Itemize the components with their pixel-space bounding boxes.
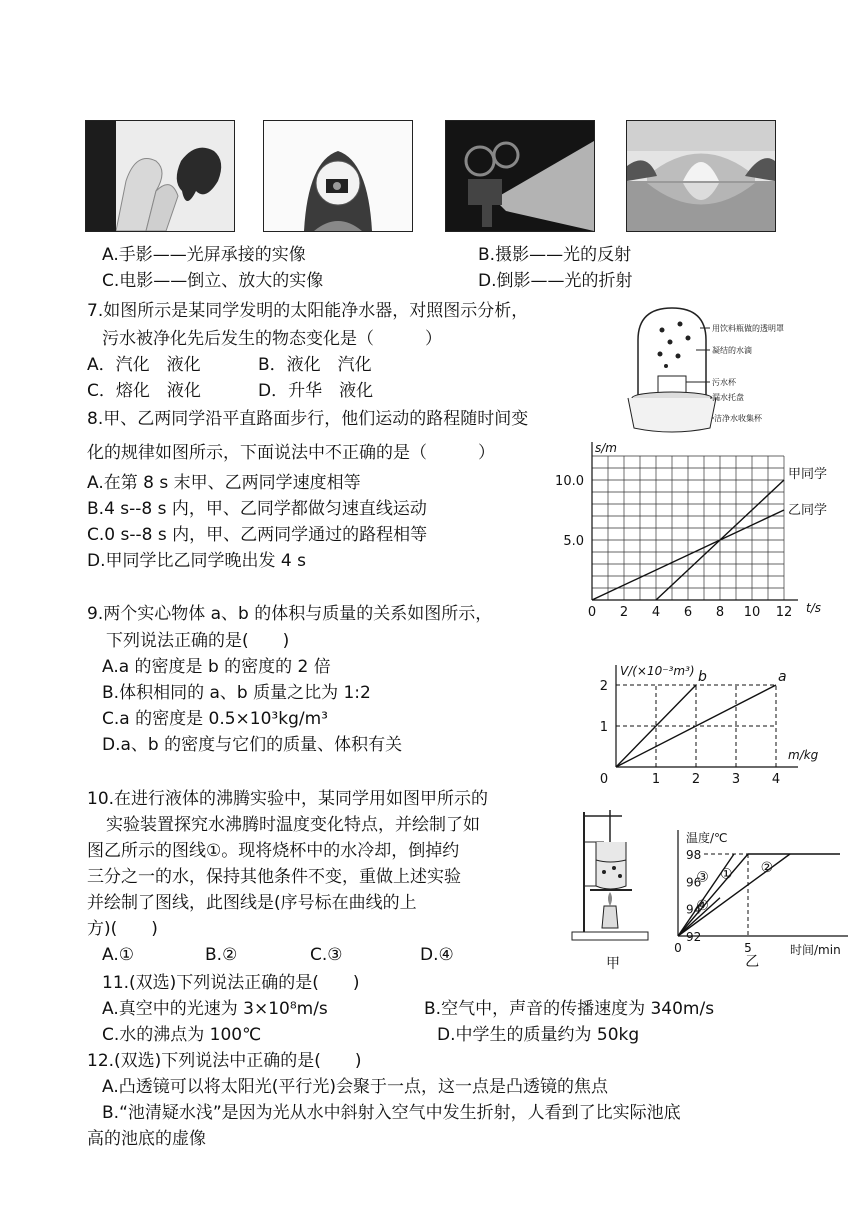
volume-mass-chart <box>588 640 838 790</box>
q9-option-d: D.a、b 的密度与它们的质量、体积有关 <box>102 735 403 755</box>
x-tick-label: 3 <box>731 772 741 787</box>
x-tick-label: 6 <box>683 605 693 620</box>
q8-option-c: C.0 s--8 s 内，甲、乙两同学通过的路程相等 <box>87 525 428 545</box>
projector-photo <box>445 120 595 232</box>
q6-option-b: B.摄影——光的反射 <box>478 245 632 265</box>
q12-option-b-line2: 高的池底的虚像 <box>87 1129 206 1149</box>
hand-shadow-photo <box>85 120 235 232</box>
label-leak-tray: 漏水托盘 <box>712 393 744 402</box>
y-tick-label: 5.0 <box>563 534 584 549</box>
projector-image <box>446 121 594 231</box>
q7-option-c: C．熔化 液化 <box>87 381 201 401</box>
q6-option-a: A.手影——光屏承接的实像 <box>102 245 306 265</box>
q11-option-c: C.水的沸点为 100℃ <box>102 1025 262 1045</box>
x-tick-label: 8 <box>715 605 725 620</box>
q8-option-b: B.4 s--8 s 内，甲、乙同学都做匀速直线运动 <box>87 499 427 519</box>
hand-shadow-image <box>86 121 234 231</box>
y-tick-label: 2 <box>599 679 608 694</box>
q11-stem: 11.(双选)下列说法正确的是( ) <box>102 973 360 993</box>
x-tick-label: 2 <box>691 772 701 787</box>
q12-option-a: A.凸透镜可以将太阳光(平行光)会聚于一点，这一点是凸透镜的焦点 <box>102 1077 608 1097</box>
y-axis-label: s/m <box>595 441 617 455</box>
q10-option-c: C.③ <box>310 945 343 965</box>
label-fig-yi: 乙 <box>745 954 760 970</box>
q10-option-a: A.① <box>102 945 134 965</box>
q11-option-b: B.空气中，声音的传播速度为 340m/s <box>424 999 715 1019</box>
series-line-2 <box>678 854 790 936</box>
q8-option-a: A.在第 8 s 末甲、乙两同学速度相等 <box>87 473 361 493</box>
bridge-reflection-image <box>627 121 775 231</box>
q10-option-d: D.④ <box>420 945 454 965</box>
y-tick-label: 98 <box>686 848 702 862</box>
q10-line6: 方)( ) <box>87 919 158 939</box>
q8-option-d: D.甲同学比乙同学晚出发 4 s <box>87 551 306 571</box>
x-tick-label: 4 <box>651 605 661 620</box>
label-sewage-cup: 污水杯 <box>712 378 736 387</box>
q6-option-d: D.倒影——光的折射 <box>478 271 633 291</box>
x-tick-label: 4 <box>771 772 781 787</box>
q9-stem-line1: 9.两个实心物体 a、b 的体积与质量的关系如图所示， <box>87 604 493 624</box>
q12-option-b-line1: B.“池清疑水浅”是因为光从水中斜射入空气中发生折射，人看到了比实际池底 <box>102 1103 681 1123</box>
y-axis-label: V/(×10⁻³m³) <box>620 664 695 678</box>
x-tick-label: 0 <box>587 605 597 620</box>
q10-line5: 并绘制了图线，此图线是(序号标在曲线的上 <box>87 893 417 913</box>
q10-line2: 实验装置探究水沸腾时温度变化特点，并绘制了如 <box>106 815 480 835</box>
temperature-time-chart <box>666 808 856 973</box>
series-line-b <box>616 685 696 767</box>
x-tick-label: 10 <box>743 605 761 620</box>
q9-stem-line2: 下列说法正确的是( ) <box>106 631 290 651</box>
q9-option-c: C.a 的密度是 0.5×10³kg/m³ <box>102 709 328 729</box>
series-label-1: ① <box>720 866 733 883</box>
label-clean-cup: 洁净水收集杯 <box>714 414 762 423</box>
bridge-reflection-photo <box>626 120 776 232</box>
q11-option-d: D.中学生的质量约为 50kg <box>437 1025 640 1045</box>
x-axis-label: m/kg <box>788 748 819 762</box>
q9-option-a: A.a 的密度是 b 的密度的 2 倍 <box>102 657 331 677</box>
q9-option-b: B.体积相同的 a、b 质量之比为 1:2 <box>102 683 371 703</box>
q7-stem-line2: 污水被净化先后发生的物态变化是（ ） <box>102 329 442 349</box>
q10-line4: 三分之一的水，保持其他条件不变，重做上述实验 <box>87 867 461 887</box>
q11-option-a: A.真空中的光速为 3×10⁸m/s <box>102 999 328 1019</box>
label-bottle-cover: 用饮料瓶做的透明罩 <box>712 324 784 333</box>
label-droplets: 凝结的水滴 <box>712 346 752 355</box>
series-label-a: a <box>778 669 787 685</box>
q7-stem-line1: 7.如图所示是某同学发明的太阳能净水器，对照图示分析， <box>87 301 529 321</box>
solar-purifier-figure <box>600 300 800 440</box>
q10-line1: 10.在进行液体的沸腾实验中，某同学用如图甲所示的 <box>87 789 489 809</box>
x-axis-label: t/s <box>806 601 821 615</box>
q6-option-c: C.电影——倒立、放大的实像 <box>102 271 324 291</box>
series-label-2: ② <box>760 859 774 876</box>
y-tick-label: 94 <box>686 902 702 917</box>
x-tick-label: 12 <box>775 605 793 620</box>
x-tick-label: 0 <box>599 772 609 787</box>
x-tick-label: 1 <box>651 772 661 787</box>
series-line-1 <box>678 854 840 936</box>
series-label-1: 乙同学 <box>788 503 828 518</box>
y-tick-label: 1 <box>599 720 608 735</box>
boiling-apparatus-figure <box>562 802 662 974</box>
camera-girl-photo <box>263 120 413 232</box>
q7-option-b: B．液化 汽化 <box>258 355 372 375</box>
q8-stem-line1: 8.甲、乙两同学沿平直路面步行，他们运动的路程随时间变 <box>87 409 529 429</box>
y-tick-label: 10.0 <box>555 474 584 489</box>
q7-option-a: A．汽化 液化 <box>87 355 201 375</box>
camera-girl-image <box>264 121 412 231</box>
series-label-0: 甲同学 <box>788 467 828 482</box>
q7-option-d: D．升华 液化 <box>258 381 374 401</box>
x-tick-label: 2 <box>619 605 629 620</box>
y-axis-label: 温度/℃ <box>686 831 728 845</box>
label-fig-jia: 甲 <box>606 956 620 972</box>
series-label-b: b <box>698 669 707 685</box>
x-tick-label: 0 <box>674 941 682 955</box>
x-tick-label: 5 <box>744 941 752 955</box>
y-tick-label: 92 <box>686 930 702 944</box>
series-label-3: ③ <box>696 869 709 886</box>
q12-stem: 12.(双选)下列说法中正确的是( ) <box>87 1051 362 1071</box>
y-tick-label: 96 <box>686 875 702 890</box>
q8-stem-line2: 化的规律如图所示，下面说法中不正确的是（ ） <box>87 443 495 463</box>
distance-time-chart <box>540 440 840 630</box>
x-axis-label: 时间/min <box>790 943 841 957</box>
series-label-4: ④ <box>696 898 709 915</box>
q10-option-b: B.② <box>205 945 238 965</box>
q10-line3: 图乙所示的图线①。现将烧杯中的水冷却，倒掉约 <box>87 841 460 861</box>
